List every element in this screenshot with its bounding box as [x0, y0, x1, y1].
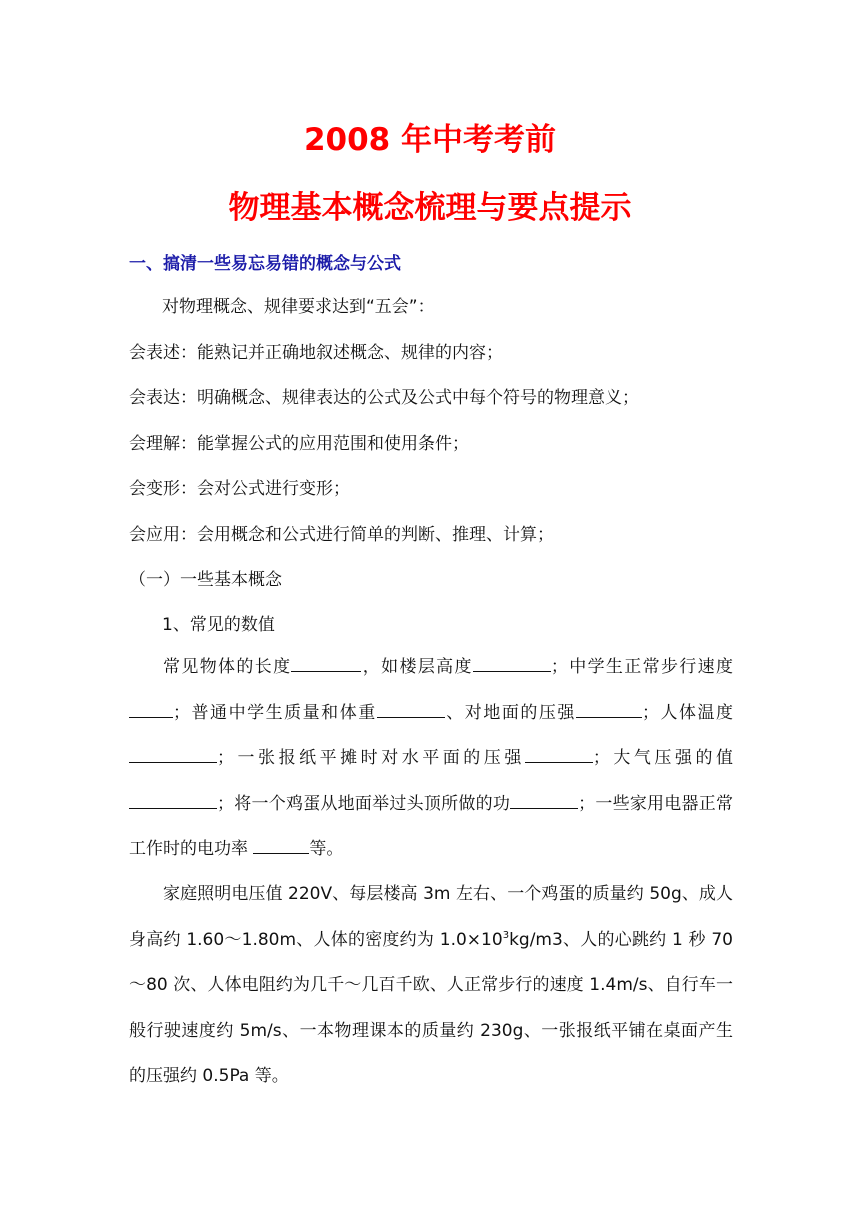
- title-line-1: 2008 年中考考前: [303, 122, 557, 158]
- fill-text: 、对地面的压强: [444, 702, 576, 723]
- answer-blank: [129, 744, 217, 763]
- superscript-exponent: 3: [502, 929, 510, 941]
- requirement-item: 会表述：能熟记并正确地叙述概念、规律的内容；: [129, 343, 503, 363]
- fill-text: 常见物体的长度: [163, 657, 292, 677]
- fill-text: ，如楼层高度: [361, 657, 473, 677]
- fill-text: ；一些家用电器正常工作时的电功率: [129, 793, 734, 859]
- title-line-2: 物理基本概念梳理与要点提示: [228, 190, 632, 226]
- fill-text: ；大气压强的值: [592, 748, 734, 768]
- fill-text: ；人体温度: [641, 702, 734, 723]
- fill-text: 等。: [309, 839, 344, 859]
- answer-blank: [129, 699, 173, 718]
- answer-blank: [377, 699, 445, 718]
- facts-text: kg/m3、人的心跳约 1 秒 70～80 次、人体电阻约为几千～几百千欧、人正常步行的速度 1.4m/s、自行车一般行驶速度约 5m/s、一本物理课本的质量约 230g、一张报纸平铺在桌面产生的压强约 0.5Pa 等。: [129, 929, 734, 1086]
- fill-text: ；普通中学生质量和体重: [173, 702, 377, 723]
- fill-text: ；一张报纸平摊时对水平面的压强: [217, 748, 525, 768]
- fill-text: ；中学生正常步行速度: [550, 657, 734, 677]
- answer-blank: [510, 790, 578, 809]
- fill-text: ；将一个鸡蛋从地面举过头顶所做的功: [217, 793, 511, 814]
- answer-blank: [576, 699, 642, 718]
- requirement-item: 会表达：明确概念、规律表达的公式及公式中每个符号的物理意义；: [129, 388, 639, 408]
- answer-blank: [473, 653, 551, 672]
- sub-sub-heading: 1、常见的数值: [162, 615, 275, 635]
- answer-blank: [129, 790, 217, 809]
- facts-paragraph: [129, 872, 733, 1100]
- intro-text: 对物理概念、规律要求达到“五会”：: [162, 297, 435, 317]
- requirement-item: 会应用：会用概念和公式进行简单的判断、推理、计算；: [129, 525, 554, 545]
- answer-blank: [253, 835, 309, 854]
- answer-blank: [291, 653, 361, 672]
- sub-heading: （一）一些基本概念: [129, 570, 282, 590]
- requirement-item: 会变形：会对公式进行变形；: [129, 479, 350, 499]
- fill-in-paragraph: [129, 645, 733, 873]
- facts-text: 家庭照明电压值 220V、每层楼高 3m 左右、一个鸡蛋的质量约 50g、成人身高约 1.60～1.80m、人体的密度约为 1.0×10: [129, 884, 733, 950]
- answer-blank: [525, 744, 593, 763]
- section-heading: 一、搞清一些易忘易错的概念与公式: [129, 254, 401, 274]
- requirement-item: 会理解：能掌握公式的应用范围和使用条件；: [129, 434, 469, 454]
